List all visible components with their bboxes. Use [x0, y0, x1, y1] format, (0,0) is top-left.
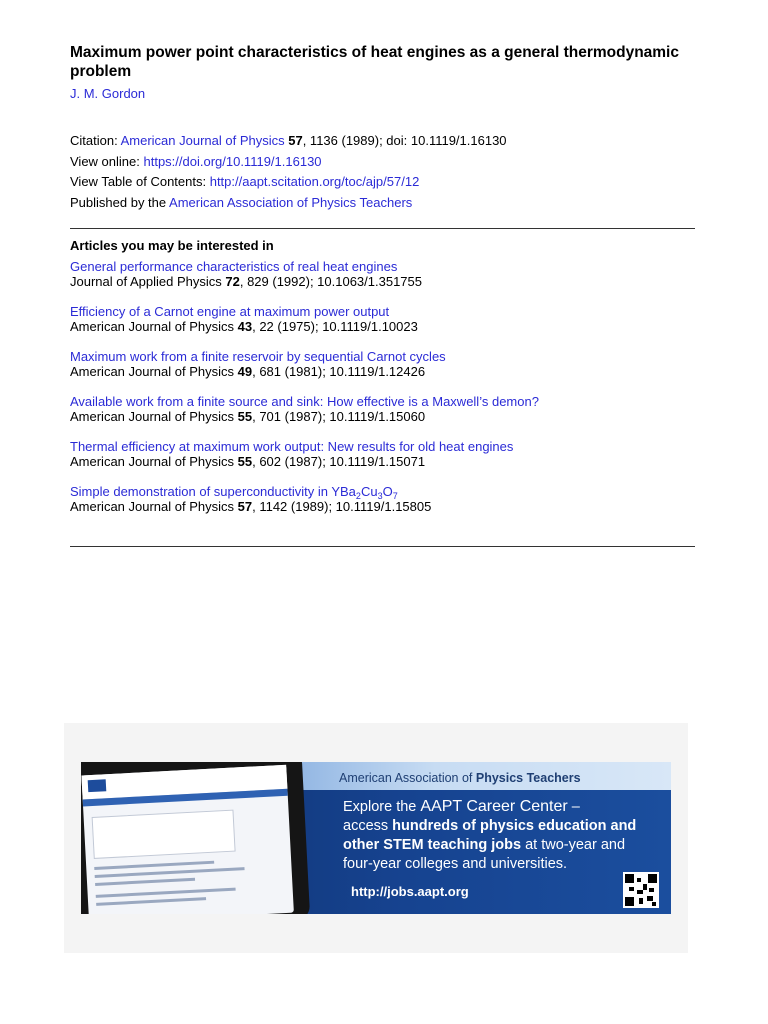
aapt-logo-icon — [88, 779, 107, 792]
article-title-part: O — [382, 484, 393, 499]
banner-text-bold: hundreds of physics education and — [392, 818, 637, 834]
article-title-part: Cu — [360, 484, 378, 499]
article-link[interactable]: Maximum work from a finite reservoir by sequential Carnot cycles — [70, 349, 446, 364]
divider-top — [70, 228, 695, 229]
doi-link[interactable]: https://doi.org/10.1119/1.16130 — [143, 153, 322, 169]
article-link[interactable] — [70, 484, 398, 499]
list-item — [70, 259, 695, 289]
banner-text-bold: other STEM teaching jobs — [343, 837, 522, 853]
article-details: , 602 (1987); 10.1119/1.15071 — [252, 454, 426, 469]
banner-line-2 — [343, 817, 663, 836]
toc-line — [70, 172, 507, 193]
article-journal: American Journal of Physics — [70, 454, 238, 469]
banner-url-link[interactable]: http://jobs.aapt.org — [351, 884, 469, 899]
article-link[interactable]: Efficiency of a Carnot engine at maximum power output — [70, 304, 390, 319]
publisher-link[interactable]: American Association of Physics Teachers — [169, 194, 413, 210]
article-volume: 49 — [237, 364, 253, 379]
banner-text: – — [567, 799, 580, 815]
citation-block — [70, 131, 507, 213]
related-articles-heading: Articles you may be interested in — [70, 238, 274, 253]
toc-label: View Table of Contents: — [70, 174, 210, 189]
list-item — [70, 304, 695, 334]
toc-link[interactable]: http://aapt.scitation.org/toc/ajp/57/12 — [209, 174, 420, 189]
screen-text-line — [96, 897, 206, 906]
article-details: , 681 (1981); 10.1119/1.12426 — [252, 364, 426, 379]
screen-search-panel — [92, 810, 236, 859]
article-link[interactable]: General performance characteristics of real heat engines — [70, 259, 398, 274]
banner-org-name — [339, 771, 581, 785]
article-journal: American Journal of Physics — [70, 499, 238, 514]
tablet-image — [81, 762, 310, 914]
list-item — [70, 394, 695, 424]
banner-org-prefix: American Association of — [339, 771, 476, 785]
list-item — [70, 439, 695, 469]
article-journal: American Journal of Physics — [70, 409, 238, 424]
tablet-screen — [81, 765, 293, 914]
article-volume: 43 — [237, 319, 253, 334]
article-title-subscript: 3 — [377, 491, 383, 501]
banner-line-3 — [343, 836, 663, 855]
article-title-subscript: 7 — [392, 491, 398, 501]
divider-bottom — [70, 546, 695, 547]
qr-code-icon — [623, 872, 659, 908]
journal-link[interactable]: American Journal of Physics — [120, 133, 285, 148]
citation-volume: 57 — [288, 133, 303, 148]
article-volume: 55 — [237, 454, 253, 469]
article-journal: American Journal of Physics — [70, 364, 238, 379]
banner-text: Explore the — [343, 799, 421, 815]
article-details: , 22 (1975); 10.1119/1.10023 — [252, 319, 418, 334]
article-link[interactable]: Available work from a finite source and sink: How effective is a Maxwell’s demon? — [70, 394, 539, 409]
screen-text-line — [94, 861, 214, 870]
view-online-line — [70, 152, 507, 173]
article-volume: 72 — [225, 274, 240, 289]
view-online-label: View online: — [70, 153, 144, 169]
banner-line-1 — [343, 797, 663, 817]
article-details: , 1142 (1989); 10.1119/1.15805 — [252, 499, 432, 514]
banner-text-emph: AAPT Career Center — [420, 798, 568, 815]
banner-pitch — [343, 797, 663, 874]
article-title-subscript: 2 — [355, 491, 361, 501]
list-item — [70, 484, 695, 514]
banner-text: four-year colleges and universities. — [343, 856, 568, 872]
article-title-part: Simple demonstration of superconductivity in YBa — [70, 484, 356, 499]
screen-text-line — [95, 878, 195, 886]
banner-text: access — [343, 818, 393, 834]
career-center-banner[interactable] — [81, 762, 671, 914]
banner-line-4 — [343, 855, 663, 874]
publisher-line — [70, 193, 507, 214]
article-journal: Journal of Applied Physics — [70, 274, 226, 289]
related-articles-list — [70, 259, 695, 529]
article-details: , 701 (1987); 10.1119/1.15060 — [252, 409, 426, 424]
banner-text: at two-year and — [521, 837, 626, 853]
citation-details: , 1136 (1989); doi: 10.1119/1.16130 — [302, 133, 507, 148]
citation-line — [70, 131, 507, 152]
article-details: , 829 (1992); 10.1063/1.351755 — [239, 274, 422, 289]
article-volume: 57 — [237, 499, 253, 514]
publisher-label: Published by the — [70, 194, 170, 210]
citation-label: Citation: — [70, 133, 121, 148]
article-link[interactable]: Thermal efficiency at maximum work output: New results for old heat engines — [70, 439, 514, 454]
article-volume: 55 — [237, 409, 253, 424]
banner-org-bold: Physics Teachers — [475, 771, 581, 785]
article-journal: American Journal of Physics — [70, 319, 238, 334]
paper-title: Maximum power point characteristics of heat engines as a general thermodynamic problem — [70, 44, 679, 80]
list-item — [70, 349, 695, 379]
author-link[interactable]: J. M. Gordon — [70, 86, 146, 101]
screen-text-line — [96, 888, 236, 898]
